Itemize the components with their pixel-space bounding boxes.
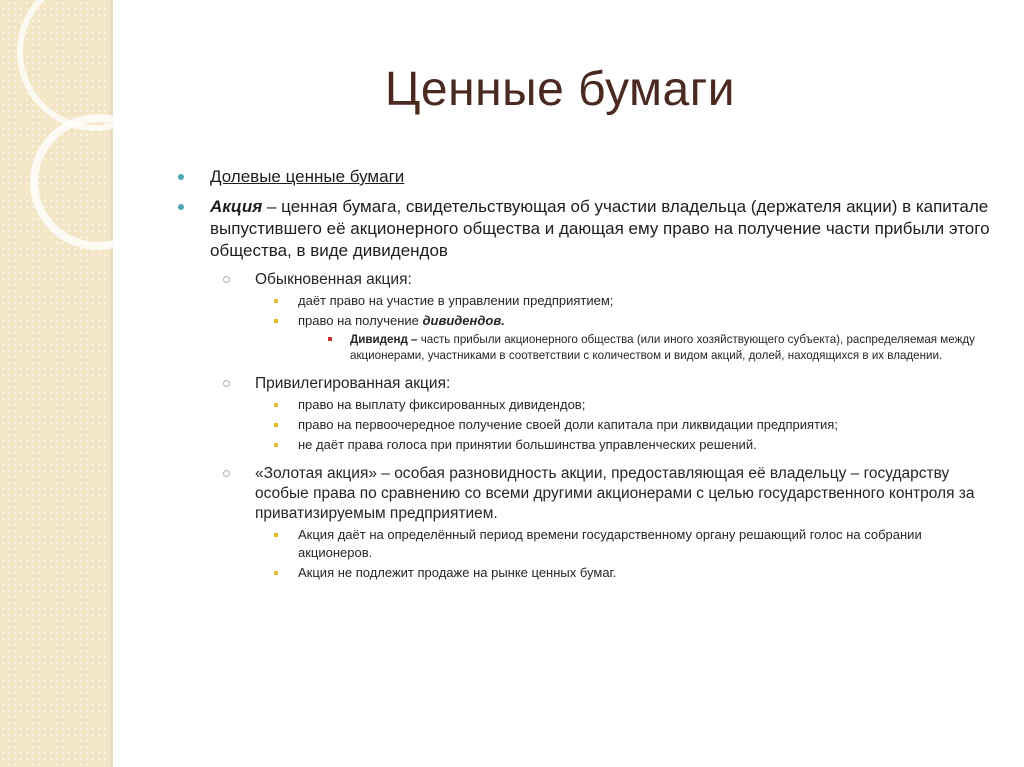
preferred-share-heading: Привилегированная акция: (178, 374, 998, 394)
slide-content (178, 166, 998, 582)
list-item: право на получение дивидендов. (178, 312, 998, 330)
bullet-dot (178, 174, 184, 180)
ring-bullet (223, 470, 230, 477)
share-definition: – ценная бумага, свидетельствующая об участии владельца (держателя акции) в капитале выпустившего её акционерного общества и дающая ему право на получение части прибыли этого общества, в виде дивидендов (210, 197, 990, 260)
golden-share-heading: «Золотая акция» – особая разновидность акции, предоставляющая её владельцу – государству особые права по сравнению со всеми другими акционерами с целью государственного контроля за приватизируемым предприятием. (178, 464, 998, 524)
share-term: Акция (210, 197, 263, 216)
ring-bullet (223, 276, 230, 283)
list-item: Акция даёт на определённый период времени государственному органу решающий голос на собрании акционеров. (178, 526, 998, 562)
square-bullet (274, 299, 278, 303)
list-item: не даёт права голоса при принятии большинства управленческих решений. (178, 436, 998, 454)
ring-small (34, 118, 140, 246)
red-square-bullet (328, 337, 332, 341)
square-bullet (274, 423, 278, 427)
list-item: даёт право на участие в управлении предприятием; (178, 292, 998, 310)
square-bullet (274, 443, 278, 447)
square-bullet (274, 571, 278, 575)
list-item: Акция не подлежит продаже на рынке ценных бумаг. (178, 564, 998, 582)
list-item: право на первоочередное получение своей доли капитала при ликвидации предприятия; (178, 416, 998, 434)
ordinary-share-heading: Обыкновенная акция: (178, 270, 998, 290)
square-bullet (274, 319, 278, 323)
bullet-share-definition (178, 196, 998, 262)
dividend-definition: Дивиденд – часть прибыли акционерного общества (или иного хозяйствующего субъекта), распределяемая между акционерами, участниками в соответствии с количеством и видом акций, долей, находящихся в их владении. (178, 332, 998, 364)
square-bullet (274, 403, 278, 407)
square-bullet (274, 533, 278, 537)
bullet-equity-securities (178, 166, 998, 188)
bullet-dot (178, 204, 184, 210)
slide-title: Ценные бумаги (384, 63, 736, 116)
ring-large (20, 0, 140, 128)
ring-bullet (223, 380, 230, 387)
list-item: право на выплату фиксированных дивидендов; (178, 396, 998, 414)
equity-label: Долевые ценные бумаги (210, 167, 405, 186)
decorative-rings (0, 0, 140, 300)
